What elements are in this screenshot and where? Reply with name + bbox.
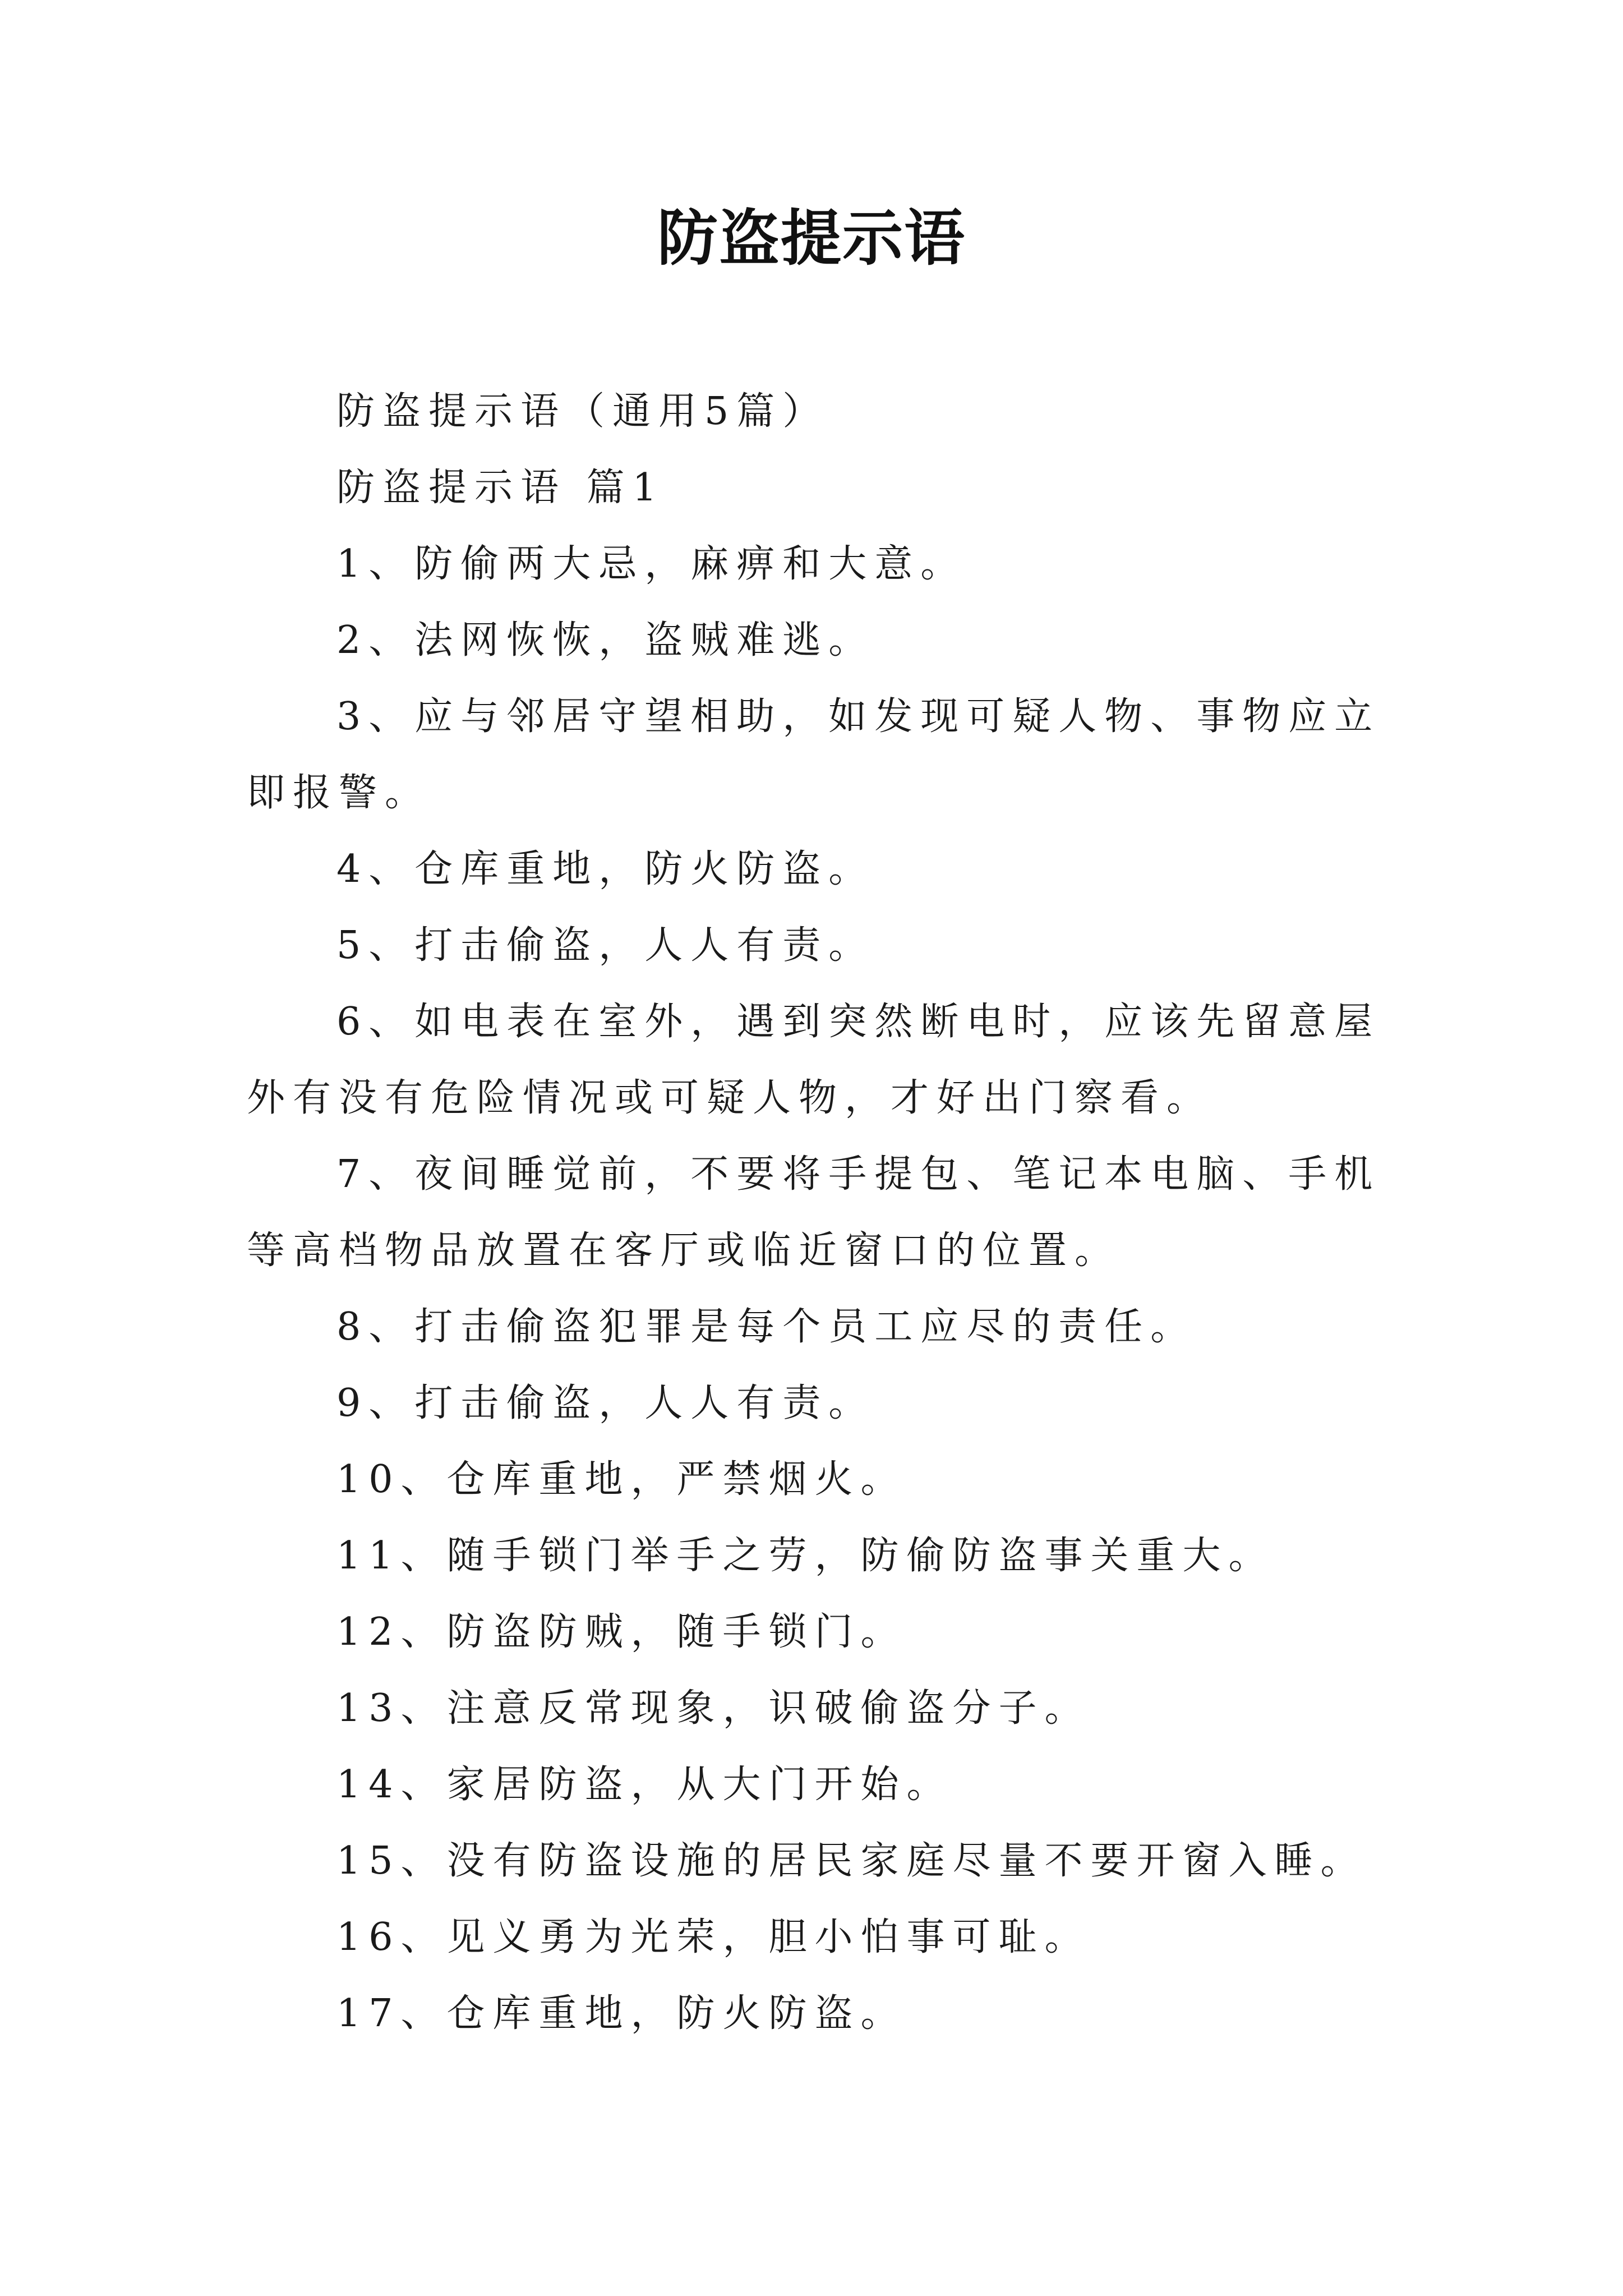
section-heading: 防盗提示语 篇1 [336, 466, 665, 510]
list-item: 5、打击偷盗，人人有责。 [336, 923, 875, 968]
list-item: 4、仓库重地，防火防盗。 [336, 847, 875, 891]
list-item: 16、见义勇为光荣，胆小怕事可耻。 [336, 1915, 1091, 1959]
list-item: 10、仓库重地，严禁烟火。 [336, 1457, 907, 1502]
document-title: 防盗提示语 [657, 203, 966, 274]
list-item: 1、防偷两大忌，麻痹和大意。 [336, 542, 967, 586]
list-item: 7、夜间睡觉前，不要将手提包、笔记本电脑、手机等高档物品放置在客厅或临近窗口的位置。 [247, 1152, 1381, 1273]
list-item: 17、仓库重地，防火防盗。 [336, 1991, 907, 2036]
list-item: 6、如电表在室外，遇到突然断电时，应该先留意屋外有没有危险情况或可疑人物，才好出门察看。 [247, 1000, 1381, 1120]
list-item: 9、打击偷盗，人人有责。 [336, 1381, 875, 1425]
list-item: 14、家居防盗，从大门开始。 [336, 1763, 953, 1807]
list-item: 11、随手锁门举手之劳，防偷防盗事关重大。 [336, 1534, 1275, 1578]
document-body [247, 374, 1391, 2052]
list-item: 3、应与邻居守望相助，如发现可疑人物、事物应立即报警。 [247, 694, 1381, 815]
doc-subtitle: 防盗提示语（通用5篇） [336, 389, 829, 434]
list-item: 12、防盗防贼，随手锁门。 [336, 1610, 907, 1654]
list-item: 8、打击偷盗犯罪是每个员工应尽的责任。 [336, 1305, 1197, 1349]
list-item: 15、没有防盗设施的居民家庭尽量不要开窗入睡。 [336, 1839, 1367, 1883]
list-item: 13、注意反常现象，识破偷盗分子。 [336, 1686, 1091, 1731]
list-item: 2、法网恢恢，盗贼难逃。 [336, 618, 875, 662]
